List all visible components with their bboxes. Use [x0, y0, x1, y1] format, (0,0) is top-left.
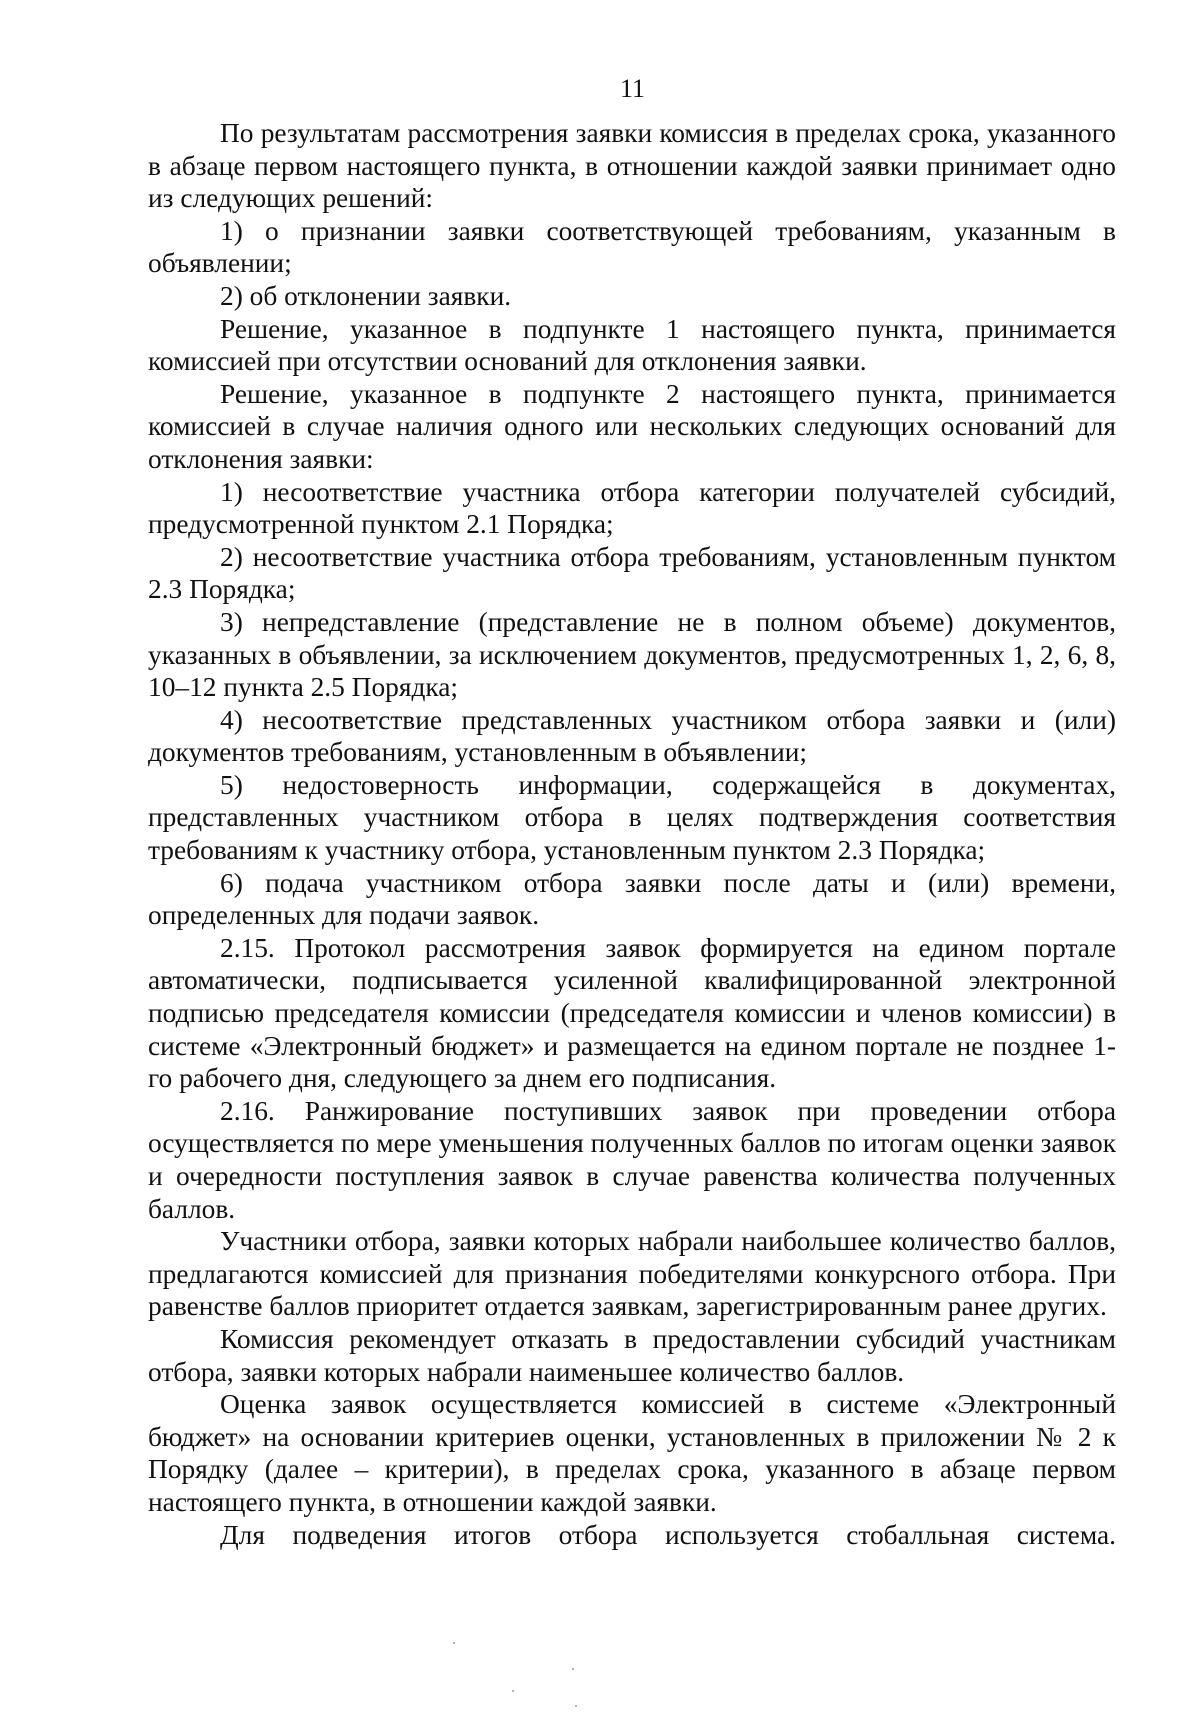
paragraph: Решение, указанное в подпункте 2 настоящего пункта, принимается комиссией в случае наличия одного или нескольких следующих оснований для отклонения заявки:	[148, 378, 1116, 474]
scan-speck	[575, 1705, 577, 1707]
paragraph: По результатам рассмотрения заявки комиссия в пределах срока, указанного в абзаце первом настоящего пункта, в отношении каждой заявки принимает одно из следующих решений:	[148, 118, 1116, 214]
list-item: 1) несоответствие участника отбора категории получателей субсидий, предусмотренной пунктом 2.1 Порядка;	[148, 476, 1116, 540]
paragraph: Для подведения итогов отбора используется стобалльная система.	[220, 1519, 1116, 1550]
section-2-16: 2.16. Ранжирование поступивших заявок при проведении отбора осуществляется по мере уменьшения полученных баллов по итогам оценки заявок и очередности поступления заявок в случае равенства количества полученных баллов.	[148, 1095, 1116, 1224]
scan-speck	[453, 1642, 455, 1644]
section-2-15: 2.15. Протокол рассмотрения заявок формируется на едином портале автоматически, подписывается усиленной квалифицированной электронной подписью председателя комиссии (председателя комиссии и членов комиссии) в системе «Электронный бюджет» и размещается на едином портале не позднее 1-го рабочего дня, следующего за днем его подписания.	[148, 932, 1116, 1094]
document-body	[148, 117, 1116, 1551]
list-item: 4) несоответствие представленных участником отбора заявки и (или) документов требованиям, установленным в объявлении;	[148, 704, 1116, 768]
list-item: 2) об отклонении заявки.	[220, 280, 512, 311]
list-item: 5) недостоверность информации, содержащейся в документах, представленных участником отбора в целях подтверждения соответствия требованиям к участнику отбора, установленным пунктом 2.3 Порядка;	[148, 769, 1116, 866]
list-item: 3) непредставление (представление не в полном объеме) документов, указанных в объявлении, за исключением документов, предусмотренных 1, 2, 6, 8, 10–12 пункта 2.5 Порядка;	[148, 606, 1116, 703]
page-number: 11	[619, 74, 646, 103]
paragraph: Участники отбора, заявки которых набрали наибольшее количество баллов, предлагаются комиссией для признания победителями конкурсного отбора. При равенстве баллов приоритет отдается заявкам, зарегистрированным ранее других.	[148, 1226, 1116, 1322]
paragraph: Комиссия рекомендует отказать в предоставлении субсидий участникам отбора, заявки которых набрали наименьшее количество баллов.	[148, 1323, 1116, 1387]
scan-speck	[572, 1668, 574, 1670]
list-item: 1) о признании заявки соответствующей требованиям, указанным в объявлении;	[148, 215, 1116, 279]
list-item: 6) подача участником отбора заявки после даты и (или) времени, определенных для подачи заявок.	[148, 867, 1116, 931]
scan-speck	[512, 1690, 514, 1692]
list-item: 2) несоответствие участника отбора требованиям, установленным пунктом 2.3 Порядка;	[148, 541, 1116, 605]
paragraph: Решение, указанное в подпункте 1 настоящего пункта, принимается комиссией при отсутствии оснований для отклонения заявки.	[148, 313, 1116, 377]
paragraph: Оценка заявок осуществляется комиссией в системе «Электронный бюджет» на основании критериев оценки, установленных в приложении № 2 к Порядку (далее – критерии), в пределах срока, указанного в абзаце первом настоящего пункта, в отношении каждой заявки.	[148, 1389, 1116, 1517]
